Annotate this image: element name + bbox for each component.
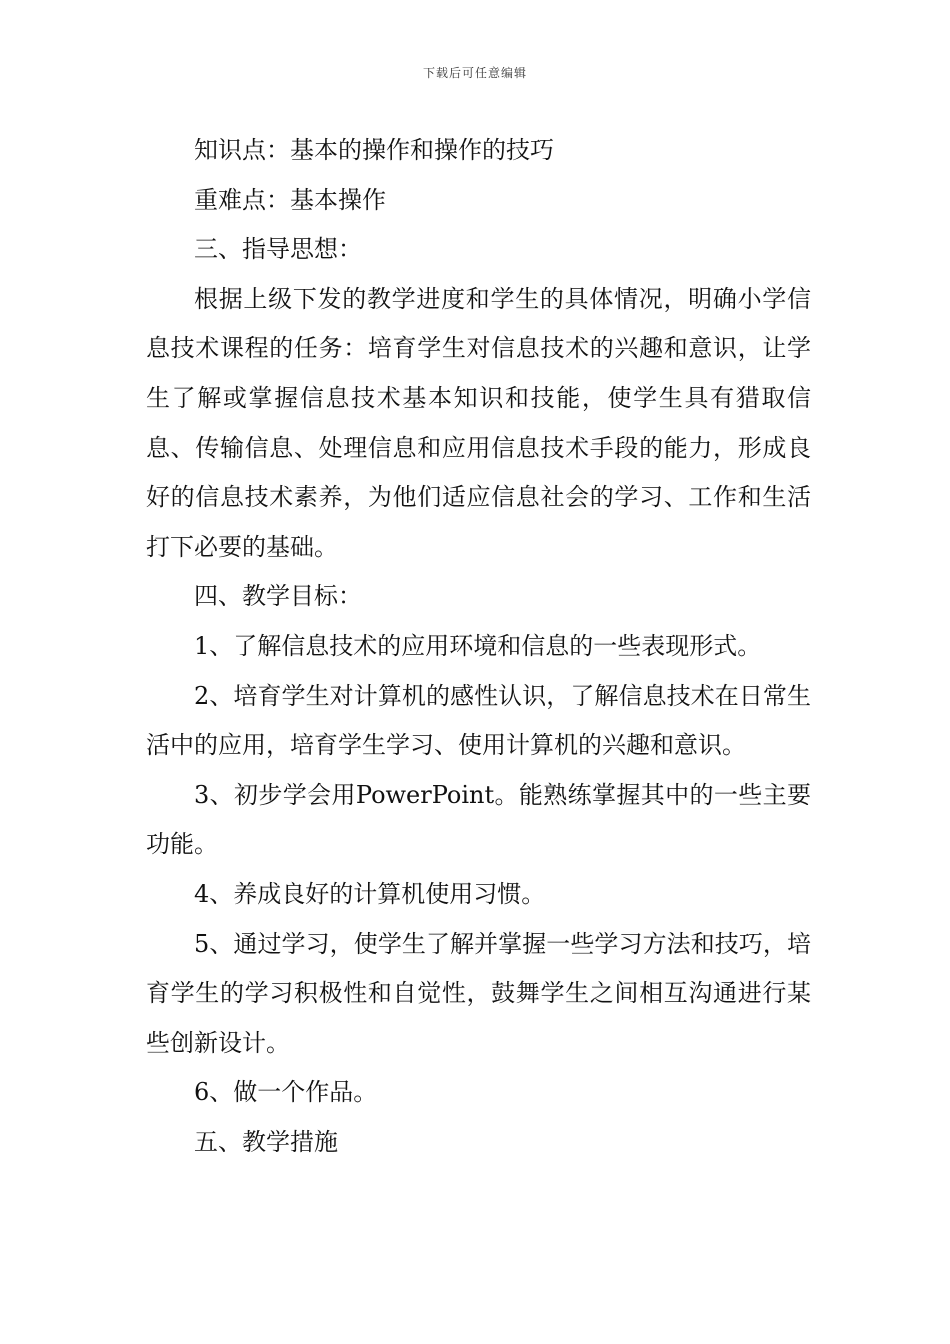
key-difficulties-line: 重难点：基本操作 xyxy=(194,185,386,214)
guiding-ideology-paragraph: 根据上级下发的教学进度和学生的具体情况，明确小学信息技术课程的任务：培育学生对信息技术的兴趣和意识，让学生了解或掌握信息技术基本知识和技能，使学生具有猎取信息、传输信息、处理信息和应用信息技术手段的能力，形成良好的信息技术素养，为他们适应信息社会的学习、工作和生活打下必要的基础。 xyxy=(146,284,811,561)
goal-item-1: 1、了解信息技术的应用环境和信息的一些表现形式。 xyxy=(194,631,762,660)
goal-item-4: 4、养成良好的计算机使用习惯。 xyxy=(194,879,546,908)
goal-item-3: 3、初步学会用PowerPoint。能熟练掌握其中的一些主要功能。 xyxy=(146,780,811,859)
goal-item-2: 2、培育学生对计算机的感性认识，了解信息技术在日常生活中的应用，培育学生学习、使用计算机的兴趣和意识。 xyxy=(146,681,811,760)
goal-item-6: 6、做一个作品。 xyxy=(194,1078,378,1107)
knowledge-points-line: 知识点：基本的操作和操作的技巧 xyxy=(194,136,554,164)
page-header: 下载后可任意编辑 xyxy=(422,66,527,80)
goal-item-5: 5、通过学习，使学生了解并掌握一些学习方法和技巧，培育学生的学习积极性和自觉性，鼓舞学生之间相互沟通进行某些创新设计。 xyxy=(146,929,811,1057)
document-body xyxy=(146,126,811,1167)
section-heading-guiding-ideology: 三、指导思想： xyxy=(194,235,362,264)
section-heading-teaching-measures: 五、教学措施 xyxy=(194,1127,338,1156)
section-heading-teaching-goals: 四、教学目标： xyxy=(194,582,362,611)
